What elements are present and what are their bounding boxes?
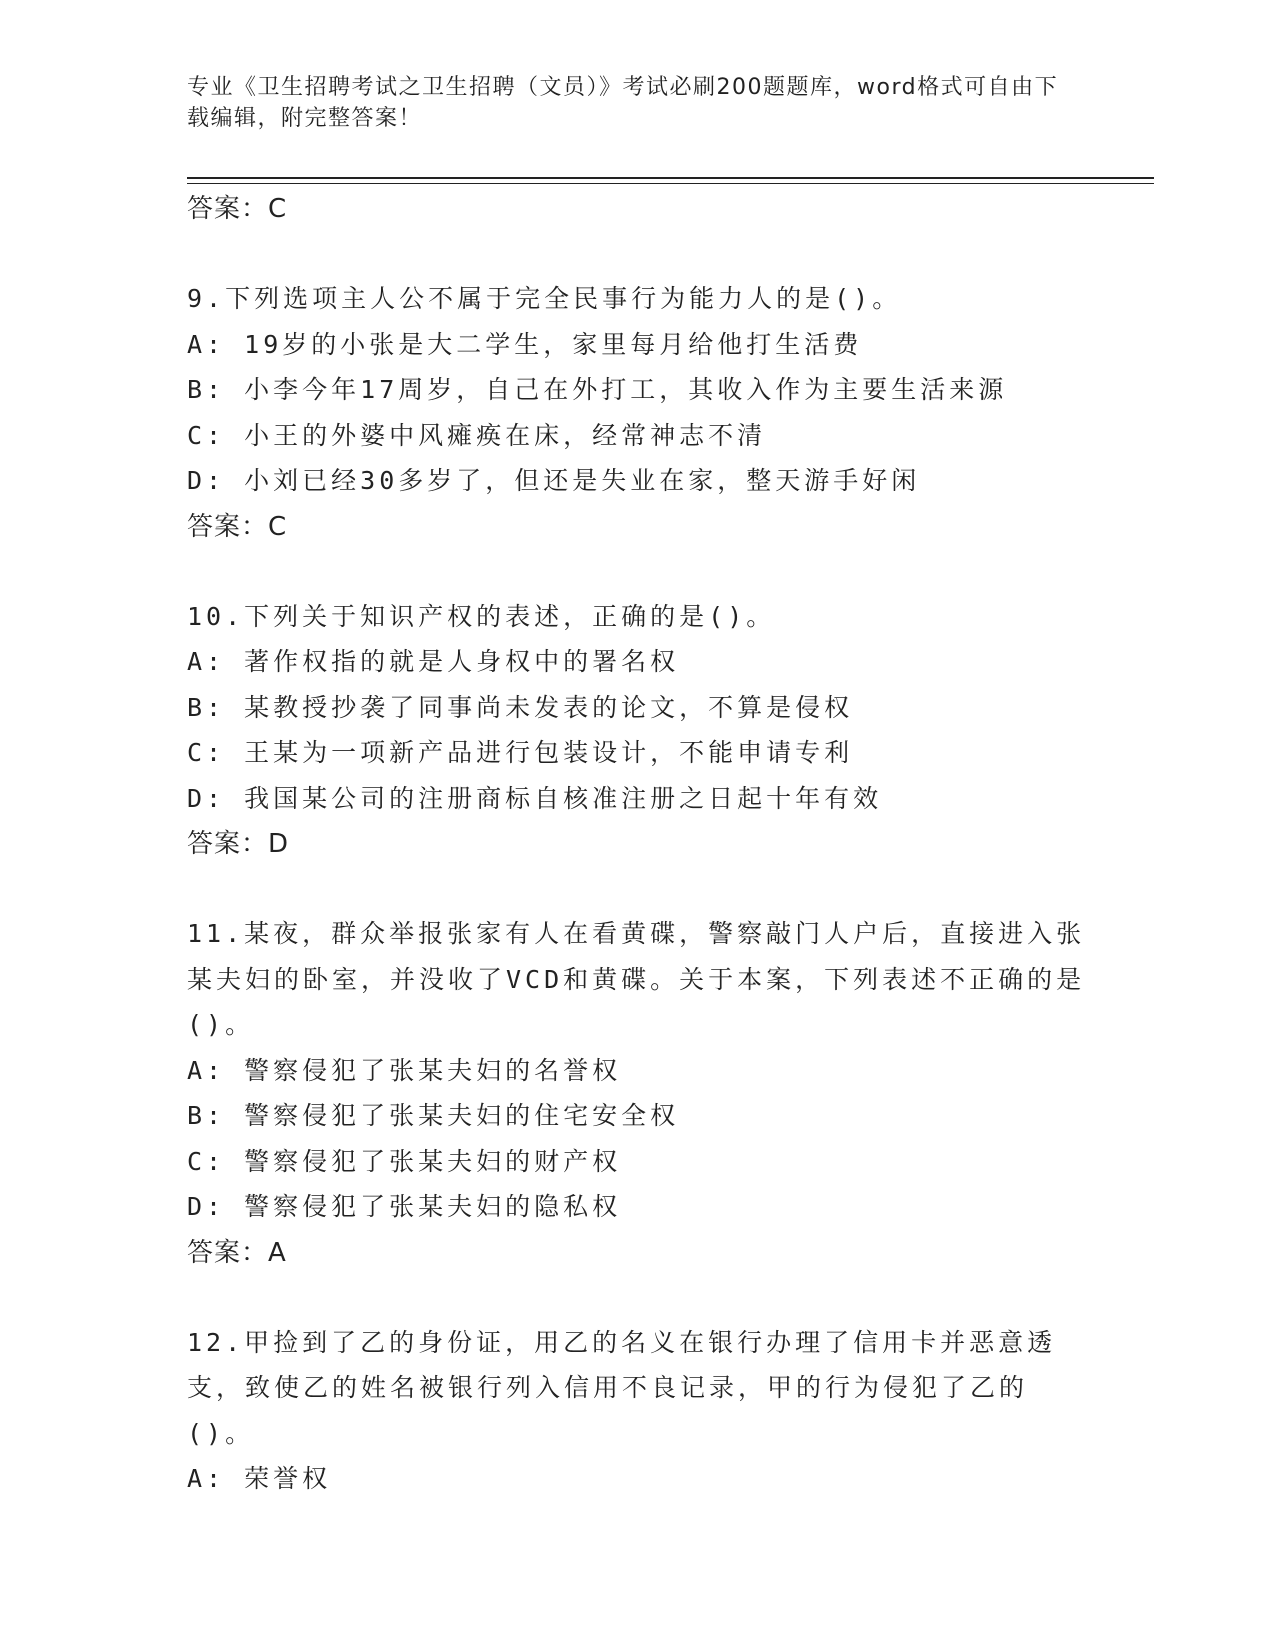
- answer-prefix: 答案：: [187, 829, 269, 859]
- answer-value: A: [268, 1237, 287, 1268]
- answer-line: [187, 186, 1087, 232]
- question-text: 12.甲捡到了乙的身份证，用乙的名义在银行办理了信用卡并恶意透支，致使乙的姓名被银行列入信用不良记录，甲的行为侵犯了乙的()。: [187, 1327, 1057, 1448]
- question-option: B: 警察侵犯了张某夫妇的住宅安全权: [187, 1101, 680, 1130]
- question-option: B: 小李今年17周岁，自己在外打工，其收入作为主要生活来源: [187, 375, 1008, 404]
- question-option: A: 警察侵犯了张某夫妇的名誉权: [187, 1055, 622, 1085]
- question-block: [187, 911, 1087, 1276]
- question-option: A: 著作权指的就是人身权中的署名权: [187, 647, 680, 676]
- document-header: 专业《卫生招聘考试之卫生招聘（文员）》考试必刷200题题库，word格式可自由下载编辑，附完整答案！: [187, 75, 1059, 131]
- question-text: 9.下列选项主人公不属于完全民事行为能力人的是()。: [187, 284, 902, 313]
- question-block: [187, 594, 1087, 868]
- answer-value: C: [268, 511, 288, 542]
- question-text: 10.下列关于知识产权的表述，正确的是()。: [187, 601, 776, 631]
- header-divider-thick: [187, 177, 1154, 179]
- question-option: A: 荣誉权: [187, 1464, 332, 1493]
- question-option: B: 某教授抄袭了同事尚未发表的论文，不算是侵权: [187, 692, 854, 722]
- answer-prefix: 答案：: [187, 1237, 269, 1268]
- answer-value: D: [268, 829, 290, 859]
- question-option: C: 警察侵犯了张某夫妇的财产权: [187, 1146, 622, 1176]
- question-option: D: 警察侵犯了张某夫妇的隐私权: [187, 1192, 622, 1221]
- question-option: A: 19岁的小张是大二学生，家里每月给他打生活费: [187, 329, 863, 359]
- answer-value: C: [268, 194, 288, 224]
- answer-prefix: 答案：: [187, 511, 269, 542]
- question-block: [187, 1320, 1087, 1502]
- answer-line: [187, 821, 1087, 867]
- question-option: C: 小王的外婆中风瘫痪在床，经常神志不清: [187, 420, 767, 450]
- question-option: D: 小刘已经30多岁了，但还是失业在家，整天游手好闲: [187, 466, 921, 495]
- question-text: 11.某夜，群众举报张家有人在看黄碟，警察敲门人户后，直接进入张某夫妇的卧室，并没收了VCD和黄碟。关于本案，下列表述不正确的是()。: [187, 919, 1086, 1039]
- question-option: D: 我国某公司的注册商标自核准注册之日起十年有效: [187, 783, 883, 813]
- header-divider-thin: [187, 183, 1154, 184]
- answer-prefix: 答案：: [187, 194, 269, 224]
- question-option: C: 王某为一项新产品进行包装设计，不能申请专利: [187, 738, 854, 767]
- question-block: [187, 276, 1087, 550]
- question-list: [187, 186, 1087, 1502]
- answer-line: [187, 504, 1087, 550]
- answer-line: [187, 1230, 1087, 1276]
